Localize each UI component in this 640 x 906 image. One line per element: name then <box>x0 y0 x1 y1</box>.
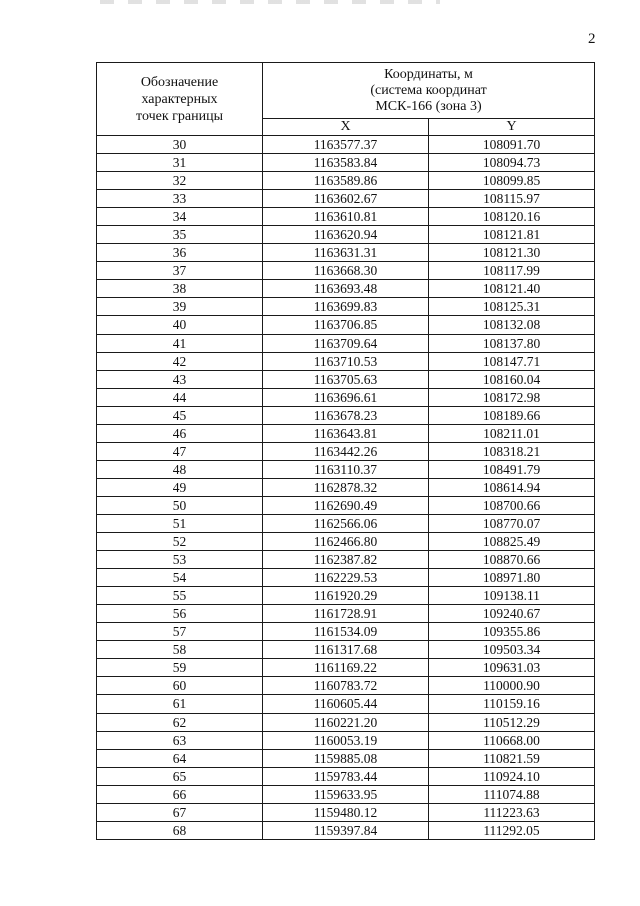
table-row <box>97 136 595 154</box>
x-coordinate-cell: 1162229.53 <box>263 569 429 587</box>
x-coordinate-cell: 1163705.63 <box>263 370 429 388</box>
point-id-cell: 47 <box>97 442 263 460</box>
page-number: 2 <box>588 31 596 47</box>
x-coordinate-cell: 1161317.68 <box>263 641 429 659</box>
x-coordinate-cell: 1163693.48 <box>263 280 429 298</box>
table-row <box>97 785 595 803</box>
y-coordinate-cell: 108115.97 <box>429 190 595 208</box>
x-coordinate-cell: 1159397.84 <box>263 821 429 839</box>
table-row <box>97 677 595 695</box>
table-row <box>97 587 595 605</box>
y-coordinate-cell: 110512.29 <box>429 713 595 731</box>
x-coordinate-cell: 1159480.12 <box>263 803 429 821</box>
table-row <box>97 695 595 713</box>
y-coordinate-cell: 108770.07 <box>429 514 595 532</box>
table-row <box>97 172 595 190</box>
x-coordinate-cell: 1163631.31 <box>263 244 429 262</box>
y-coordinate-cell: 109355.86 <box>429 623 595 641</box>
point-id-cell: 35 <box>97 226 263 244</box>
x-coordinate-cell: 1163589.86 <box>263 172 429 190</box>
header-name-line: точек границы <box>136 108 223 124</box>
x-coordinate-cell: 1163442.26 <box>263 442 429 460</box>
table-body <box>97 136 595 840</box>
x-coordinate-cell: 1162566.06 <box>263 514 429 532</box>
point-id-cell: 61 <box>97 695 263 713</box>
table-row <box>97 478 595 496</box>
header-name-line: Обозначение <box>140 74 219 90</box>
x-coordinate-cell: 1159633.95 <box>263 785 429 803</box>
point-id-cell: 42 <box>97 352 263 370</box>
table-row <box>97 388 595 406</box>
table-row <box>97 190 595 208</box>
point-id-cell: 32 <box>97 172 263 190</box>
y-coordinate-cell: 108211.01 <box>429 424 595 442</box>
point-id-cell: 54 <box>97 569 263 587</box>
point-id-cell: 52 <box>97 533 263 551</box>
x-coordinate-cell: 1161169.22 <box>263 659 429 677</box>
point-id-cell: 38 <box>97 280 263 298</box>
table-row <box>97 262 595 280</box>
x-coordinate-cell: 1163668.30 <box>263 262 429 280</box>
y-coordinate-cell: 111292.05 <box>429 821 595 839</box>
y-coordinate-cell: 108825.49 <box>429 533 595 551</box>
y-coordinate-cell: 110668.00 <box>429 731 595 749</box>
point-id-cell: 31 <box>97 154 263 172</box>
header-y: Y <box>429 119 595 136</box>
point-id-cell: 53 <box>97 551 263 569</box>
point-id-cell: 67 <box>97 803 263 821</box>
x-coordinate-cell: 1161728.91 <box>263 605 429 623</box>
table-row <box>97 623 595 641</box>
point-id-cell: 34 <box>97 208 263 226</box>
point-id-cell: 50 <box>97 496 263 514</box>
y-coordinate-cell: 108971.80 <box>429 569 595 587</box>
y-coordinate-cell: 108700.66 <box>429 496 595 514</box>
x-coordinate-cell: 1163678.23 <box>263 406 429 424</box>
point-id-cell: 66 <box>97 785 263 803</box>
point-id-cell: 37 <box>97 262 263 280</box>
y-coordinate-cell: 108132.08 <box>429 316 595 334</box>
x-coordinate-cell: 1161534.09 <box>263 623 429 641</box>
table-row <box>97 352 595 370</box>
point-id-cell: 30 <box>97 136 263 154</box>
table-row <box>97 226 595 244</box>
table-row <box>97 316 595 334</box>
point-id-cell: 62 <box>97 713 263 731</box>
x-coordinate-cell: 1162466.80 <box>263 533 429 551</box>
point-id-cell: 43 <box>97 370 263 388</box>
table-row <box>97 280 595 298</box>
x-coordinate-cell: 1159783.44 <box>263 767 429 785</box>
y-coordinate-cell: 108121.40 <box>429 280 595 298</box>
table-row <box>97 406 595 424</box>
y-coordinate-cell: 108091.70 <box>429 136 595 154</box>
y-coordinate-cell: 110821.59 <box>429 749 595 767</box>
x-coordinate-cell: 1160221.20 <box>263 713 429 731</box>
y-coordinate-cell: 108614.94 <box>429 478 595 496</box>
header-point-designation <box>97 63 263 136</box>
x-coordinate-cell: 1163699.83 <box>263 298 429 316</box>
y-coordinate-cell: 108189.66 <box>429 406 595 424</box>
y-coordinate-cell: 111223.63 <box>429 803 595 821</box>
point-id-cell: 57 <box>97 623 263 641</box>
table-row <box>97 244 595 262</box>
y-coordinate-cell: 109240.67 <box>429 605 595 623</box>
x-coordinate-cell: 1163577.37 <box>263 136 429 154</box>
table-row <box>97 370 595 388</box>
table-row <box>97 442 595 460</box>
y-coordinate-cell: 108125.31 <box>429 298 595 316</box>
table-row <box>97 803 595 821</box>
table-row <box>97 569 595 587</box>
header-coordinates <box>263 63 595 119</box>
point-id-cell: 59 <box>97 659 263 677</box>
point-id-cell: 40 <box>97 316 263 334</box>
table-row <box>97 514 595 532</box>
x-coordinate-cell: 1162387.82 <box>263 551 429 569</box>
x-coordinate-cell: 1160783.72 <box>263 677 429 695</box>
header-x: X <box>263 119 429 136</box>
x-coordinate-cell: 1159885.08 <box>263 749 429 767</box>
scan-artifact <box>100 0 440 4</box>
header-name-line: характерных <box>141 91 218 107</box>
point-id-cell: 51 <box>97 514 263 532</box>
table-row <box>97 749 595 767</box>
y-coordinate-cell: 108160.04 <box>429 370 595 388</box>
table-row <box>97 659 595 677</box>
y-coordinate-cell: 111074.88 <box>429 785 595 803</box>
x-coordinate-cell: 1163110.37 <box>263 460 429 478</box>
table-row <box>97 767 595 785</box>
header-coords-line: МСК-166 (зона 3) <box>375 98 482 114</box>
x-coordinate-cell: 1163706.85 <box>263 316 429 334</box>
x-coordinate-cell: 1163696.61 <box>263 388 429 406</box>
y-coordinate-cell: 108121.81 <box>429 226 595 244</box>
table-row <box>97 208 595 226</box>
table-row <box>97 496 595 514</box>
y-coordinate-cell: 109138.11 <box>429 587 595 605</box>
table-row <box>97 641 595 659</box>
table-row <box>97 334 595 352</box>
y-coordinate-cell: 108870.66 <box>429 551 595 569</box>
table-row <box>97 154 595 172</box>
y-coordinate-cell: 108172.98 <box>429 388 595 406</box>
y-coordinate-cell: 108491.79 <box>429 460 595 478</box>
point-id-cell: 68 <box>97 821 263 839</box>
y-coordinate-cell: 108094.73 <box>429 154 595 172</box>
x-coordinate-cell: 1163620.94 <box>263 226 429 244</box>
x-coordinate-cell: 1163709.64 <box>263 334 429 352</box>
table-row <box>97 460 595 478</box>
point-id-cell: 33 <box>97 190 263 208</box>
y-coordinate-cell: 108120.16 <box>429 208 595 226</box>
y-coordinate-cell: 109503.34 <box>429 641 595 659</box>
point-id-cell: 45 <box>97 406 263 424</box>
table-row <box>97 731 595 749</box>
x-coordinate-cell: 1163602.67 <box>263 190 429 208</box>
y-coordinate-cell: 110924.10 <box>429 767 595 785</box>
x-coordinate-cell: 1163710.53 <box>263 352 429 370</box>
table-row <box>97 821 595 839</box>
table-row <box>97 424 595 442</box>
point-id-cell: 64 <box>97 749 263 767</box>
x-coordinate-cell: 1162878.32 <box>263 478 429 496</box>
point-id-cell: 44 <box>97 388 263 406</box>
point-id-cell: 48 <box>97 460 263 478</box>
point-id-cell: 65 <box>97 767 263 785</box>
x-coordinate-cell: 1163643.81 <box>263 424 429 442</box>
point-id-cell: 56 <box>97 605 263 623</box>
x-coordinate-cell: 1161920.29 <box>263 587 429 605</box>
table-row <box>97 533 595 551</box>
point-id-cell: 58 <box>97 641 263 659</box>
x-coordinate-cell: 1163610.81 <box>263 208 429 226</box>
header-coords-line: Координаты, м <box>384 66 473 82</box>
x-coordinate-cell: 1160605.44 <box>263 695 429 713</box>
x-coordinate-cell: 1160053.19 <box>263 731 429 749</box>
header-coords-line: (система координат <box>370 82 487 98</box>
point-id-cell: 36 <box>97 244 263 262</box>
point-id-cell: 60 <box>97 677 263 695</box>
y-coordinate-cell: 108147.71 <box>429 352 595 370</box>
y-coordinate-cell: 109631.03 <box>429 659 595 677</box>
table-row <box>97 713 595 731</box>
point-id-cell: 39 <box>97 298 263 316</box>
x-coordinate-cell: 1162690.49 <box>263 496 429 514</box>
point-id-cell: 55 <box>97 587 263 605</box>
y-coordinate-cell: 110159.16 <box>429 695 595 713</box>
point-id-cell: 63 <box>97 731 263 749</box>
table-row <box>97 551 595 569</box>
y-coordinate-cell: 110000.90 <box>429 677 595 695</box>
y-coordinate-cell: 108137.80 <box>429 334 595 352</box>
y-coordinate-cell: 108318.21 <box>429 442 595 460</box>
y-coordinate-cell: 108099.85 <box>429 172 595 190</box>
coordinates-table <box>96 62 595 840</box>
point-id-cell: 46 <box>97 424 263 442</box>
point-id-cell: 49 <box>97 478 263 496</box>
y-coordinate-cell: 108117.99 <box>429 262 595 280</box>
point-id-cell: 41 <box>97 334 263 352</box>
y-coordinate-cell: 108121.30 <box>429 244 595 262</box>
x-coordinate-cell: 1163583.84 <box>263 154 429 172</box>
table-row <box>97 298 595 316</box>
table-row <box>97 605 595 623</box>
